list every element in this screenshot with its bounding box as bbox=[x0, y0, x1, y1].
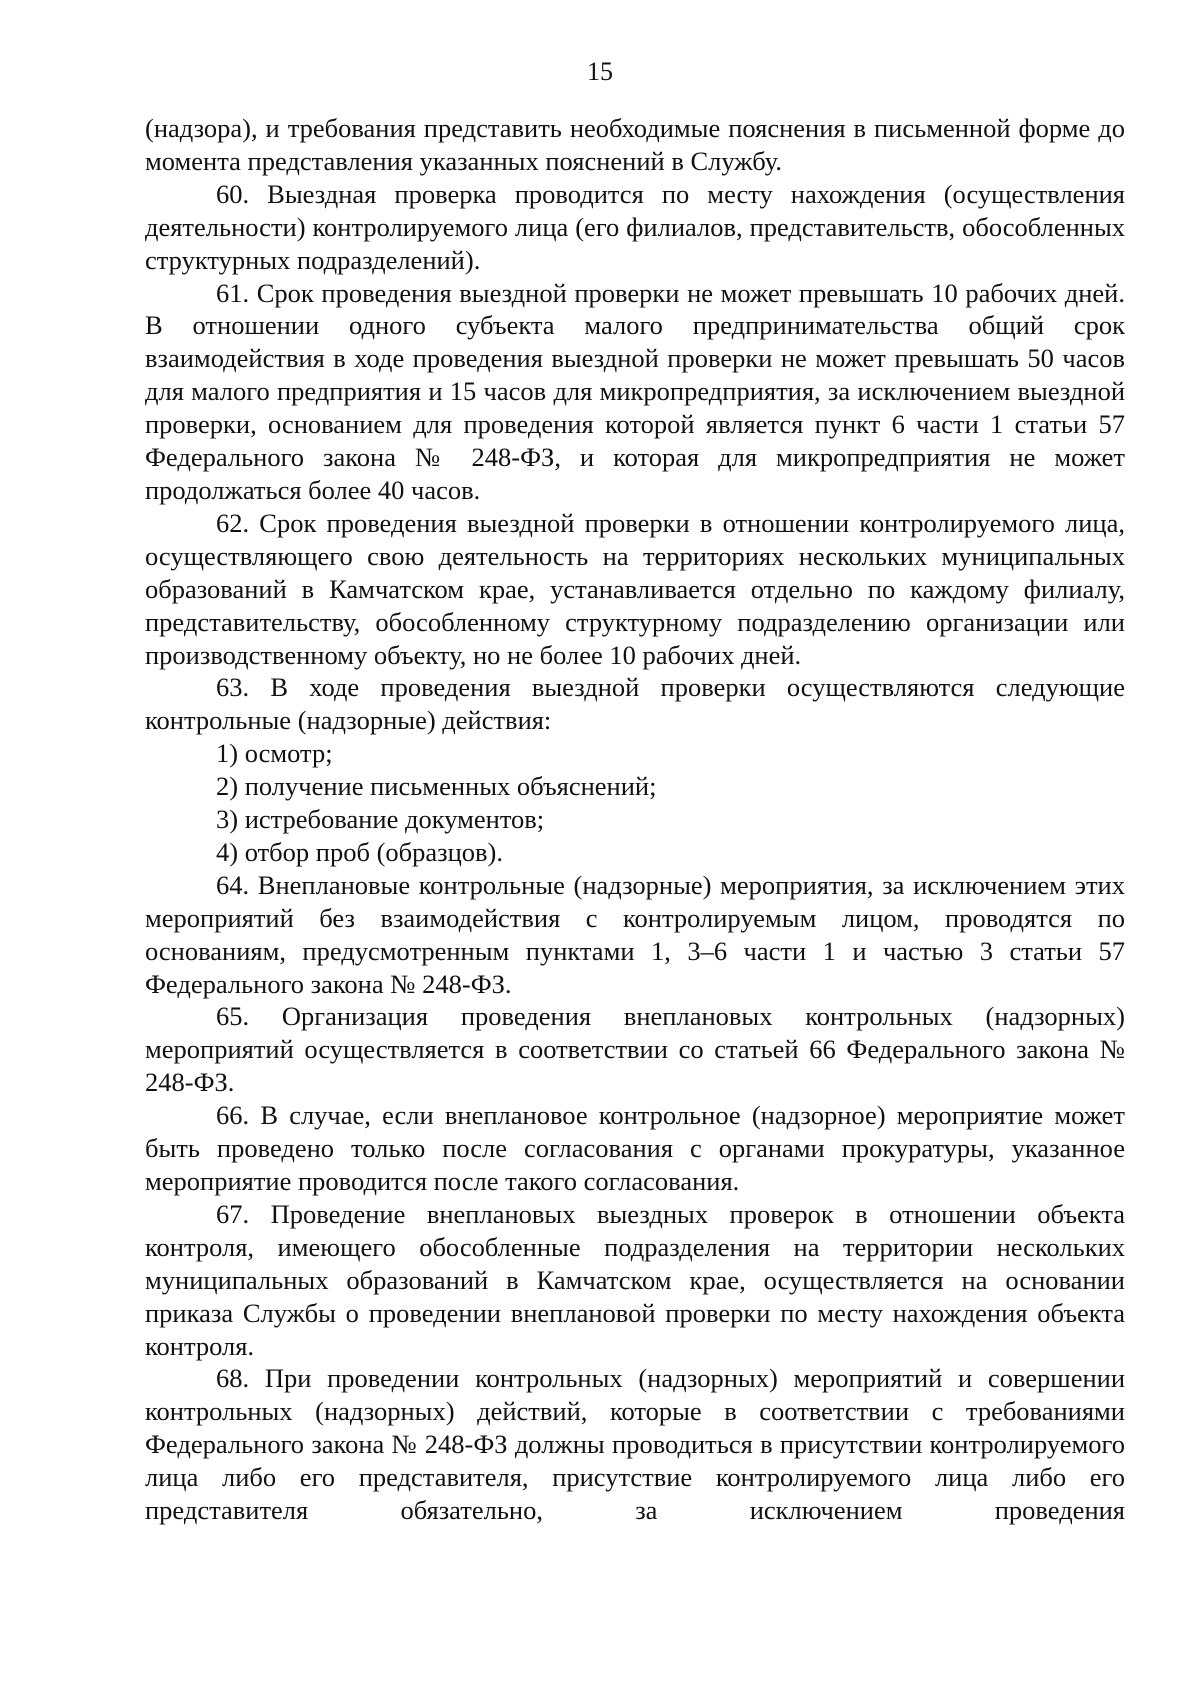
list-item-written-explanations: 2) получение письменных объяснений; bbox=[216, 771, 657, 802]
paragraph-61: 61. Срок проведения выездной проверки не может превышать 10 рабочих дней. В отношении одного субъекта малого предпринимательства общий срок взаимодействия в ходе проведения выездной проверки не может превышать 50 часов для малого предприятия и 15 часов для микропредприятия, за исключением выездной проверки, основанием для проведения которой является пункт 6 части 1 статьи 57 Федерального закона № 248-ФЗ, и которая для микропредприятия не может продолжаться более 40 часов. bbox=[145, 277, 1125, 505]
paragraph-66: 66. В случае, если внеплановое контрольное (надзорное) мероприятие может быть проведено только после согласования с органами прокуратуры, указанное мероприятие проводится после такого согласования. bbox=[145, 1100, 1125, 1196]
list-item-document-request: 3) истребование документов; bbox=[216, 804, 545, 835]
paragraph-65: 65. Организация проведения внеплановых контрольных (надзорных) мероприятий осуществляется в соответствии со статьей 66 Федерального закона № 248-ФЗ. bbox=[145, 1001, 1125, 1098]
paragraph-67: 67. Проведение внеплановых выездных проверок в отношении объекта контроля, имеющего обособленные подразделения на территории нескольких муниципальных образований в Камчатском крае, осуществляется на основании приказа Службы о проведении внеплановой проверки по месту нахождения объекта контроля. bbox=[145, 1198, 1125, 1361]
paragraph-68: 68. При проведении контрольных (надзорных) мероприятий и совершении контрольных (надзорных) действий, которые в соответствии с требованиями Федерального закона № 248-ФЗ должны проводиться в присутствии контролируемого лица либо его представителя, присутствие контролируемого лица либо его представителя обязательно, за исключением проведения bbox=[145, 1363, 1125, 1526]
page-number: 15 bbox=[587, 57, 613, 86]
paragraph-62: 62. Срок проведения выездной проверки в отношении контролируемого лица, осуществляющего свою деятельность на территориях нескольких муниципальных образований в Камчатском крае, устанавливается отдельно по каждому филиалу, представительству, обособленному структурному подразделению организации или производственному объекту, но не более 10 рабочих дней. bbox=[145, 507, 1125, 670]
paragraph-60: 60. Выездная проверка проводится по месту нахождения (осуществления деятельности) контролируемого лица (его филиалов, представительств, обособленных структурных подразделений). bbox=[145, 178, 1125, 275]
paragraph-63: 63. В ходе проведения выездной проверки осуществляются следующие контрольные (надзорные) действия: bbox=[145, 672, 1125, 736]
paragraph-continuation: (надзора), и требования представить необходимые пояснения в письменной форме до момента представления указанных пояснений в Службу. bbox=[145, 113, 1125, 176]
list-item-inspection: 1) осмотр; bbox=[216, 738, 333, 769]
list-item-sampling: 4) отбор проб (образцов). bbox=[216, 836, 504, 867]
paragraph-64: 64. Внеплановые контрольные (надзорные) мероприятия, за исключением этих мероприятий без взаимодействия с контролируемым лицом, проводятся по основаниям, предусмотренным пунктами 1, 3–6 части 1 и частью 3 статьи 57 Федерального закона № 248-ФЗ. bbox=[145, 869, 1125, 999]
document-body bbox=[145, 112, 1125, 1527]
